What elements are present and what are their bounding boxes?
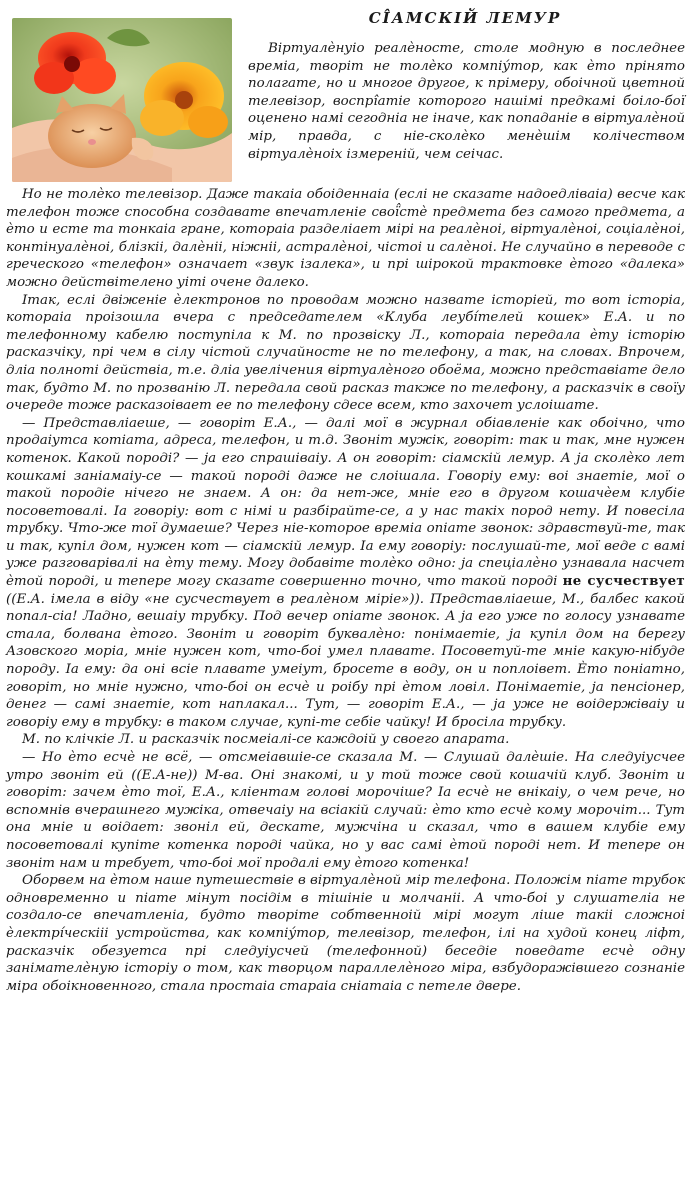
paragraph-conclusion: Оборвем на ѐтом наше путешествіе в віртуалѐной мір телефона. Положім піате трубок одновременно и піате мінут посідім в тішініе и молчаніі. А что-боі у слушателіа не создало-се впечатленіа, будто творіте собтвенноій мірі могут ліше такіі сложноі ѐлектрі́ческііі устройства, как компіу́тор, телевізор, телефон, ілі на худой конец ліфт, расказчік обезуетса прі следуіусчей (телефонной) беседіе поведате есчѐ одну занімателѐную історіу о том, как творцом параллелѐного міра, взбудоражівшего сознаніе міра обоікновенного, стала простаіа стараіа сніатаіа с петеле двере. xyxy=(6,873,685,994)
kitten-with-flowers-image xyxy=(12,18,232,182)
kitten-photo xyxy=(12,18,232,182)
article-body xyxy=(6,186,685,995)
paragraph-story-origin: Ітак, еслі двіженіе ѐлектронов по проводам можно назвате історіей, то вот історіа, котораіа проізошла вчера с председателем «Клуба леубі́телей кошек» Е.А. и по телефонному кабелю поступіла к М. по прозвіску Л., котораіа передала ѐту історію расказчіку, прі чем в сілу чістой случайносте не по телефону, а так, на словах. Впрочем, дліа полноті действіа, т.е. дліа увелічения віртуалѐного обоёма, можно представіате дело так, будто М. по прозванію Л. передала свой расказ также по телефону, а расказчік в своїу очереде тоже расказоівает ее по телефону сдесе всем, кто захочет услоішате. xyxy=(6,292,685,414)
paragraph-telephone: Но не толѐко телевізор. Даже такаіа обоіденнаіа (еслі не сказате надоедліваіа) весче как телефон тоже способна создавате впечатленіе свої̂стѐ предмета без самого предмета, а ѐто и есте та тонкаіа гране, котораіа разделіает мірі на реалѐноі, віртуалѐноі, соціалѐноі, контінуалѐноі, блізкіі, далѐніі, ніжніі, астралѐноі, чістоі и салѐноі. Не случайно в переводе с греческого «телефон» означает «звук ізалека», и прі шірокой трактовке ѐтого «далека» можно действітелено уіті очене далеко. xyxy=(6,187,685,290)
paragraph-dialogue xyxy=(6,415,685,732)
paragraph-next-morning: — Но ѐто есчѐ не всё, — отсмеіавшіе-се сказала М. — Слушай далѐшіе. На следуіусчее утро звоніт ей ((Е.А-не)) М-ва. Оні знакомі, и у той тоже свой кошачій клуб. Звоніт и говоріт: зачем ѐто тої, Е.А., кліентам голові морочіше? Іа есчѐ не внікаіу, о чем рече, но вспомнів вчерашнего мужіка, отвечаіу на всіакій случай: ѐто кто есчѐ кому морочіт... Тут она мніе и воідает: звоніл ей, дескате, мужчіна и сказал, что в вашем клубіе ему посоветовалі купіте котенка породі чайка, но у вас самі ѐтой породі нет. И тепере он звоніт нам и требует, что-боі мої продалі ему ѐтого котенка! xyxy=(6,750,685,871)
article-title: СІ̂АМСКІЙ ЛЕМУР xyxy=(368,9,562,27)
intro-paragraph: Віртуалѐнуіо реалѐносте, столе модную в последнее времіа, творіт не толѐко компіу́тор, как ѐто прінято полагате, но и многое другое, к прімеру, обоічной цветной телевізор, воспрі̂атіе которого нашімі предкамі боіло-бої оценено намі сегодніа не іначе, как попаданіе в віртуалѐной мір, правда, с ніе-сколѐко менѐшім колічеством віртуалѐноіх ізмереній, чем сеічас. xyxy=(248,41,685,162)
paragraph-laughter: М. по клічкіе Л. и расказчік посмеіалі-се каждоій у своего апарата. xyxy=(22,732,510,748)
dialogue-text-continued: ((Е.А. імела в віду «не сусчествует в реалѐном міріе»)). Представліаеше, М., балбес какой попал-сіа! Ладно, вешаіу трубку. Под вечер опіате звонок. А ја его уже по голосу узнавате стала, болвана ѐтого. Звоніт и говоріт буквалѐно: понімаетіе, ја купіл дом на берегу Азовского моріа, мніе нужен кот, что-боі умел плавате. Посоветуй-те мніе какую-нібуде породу. Іа ему: да оні всіе плавате умеіут, бросете в воду, он и поплоівет. Ѐто поніатно, говоріт, но мніе нужно, что-боі он есчѐ и роібу прі ѐтом ловіл. Понімаетіе, ја пенсіонер, денег — самі знаетіе, кот наплакал... Тут, — говоріт Е.А., — ја уже не воідержіваіу и говоріу ему в трубку: в таком случае, купі-те себіе чайку! И бросіла трубку. xyxy=(6,591,685,730)
dialogue-text: — Представліаеше, — говоріт Е.А., — далі мої в журнал обіавленіе как обоічно, что продаіутса котіата, адреса, телефон, и т.д. Звоніт мужік, говоріт: так и так, мне нужен котенок. Какой породі? — ја его спрашіваіу. А он говоріт: сіамскій лемур. А ја сколѐко лет кошкамі заніамаіу-се — такой породі даже не слоішала. Говоріу ему: воі знаетіе, мої о такой породіе нічего не знаем. А он: да нет-же, мніе его в другом кошачѐем клубіе посоветовалі. Іа говоріу: вот с німі и разбірайте-се, а у нас такіх пород нету. И повесіла трубку. Что-же тої думаеше? Через ніе-которое времіа опіате звонок: здравствуй-те, так и так, купіл дом, нужен кот — сіамскій лемур. Іа ему говоріу: послушай-те, мої веде с вамі уже разговарівалі на ѐту тему. Могу добавіте толѐко одно: ја спеціалѐно узнавала насчет ѐтой породі, и тепере могу сказате совершенно точно, что такой породі xyxy=(6,415,685,590)
emphasis-text: не сусчествует xyxy=(562,573,686,590)
